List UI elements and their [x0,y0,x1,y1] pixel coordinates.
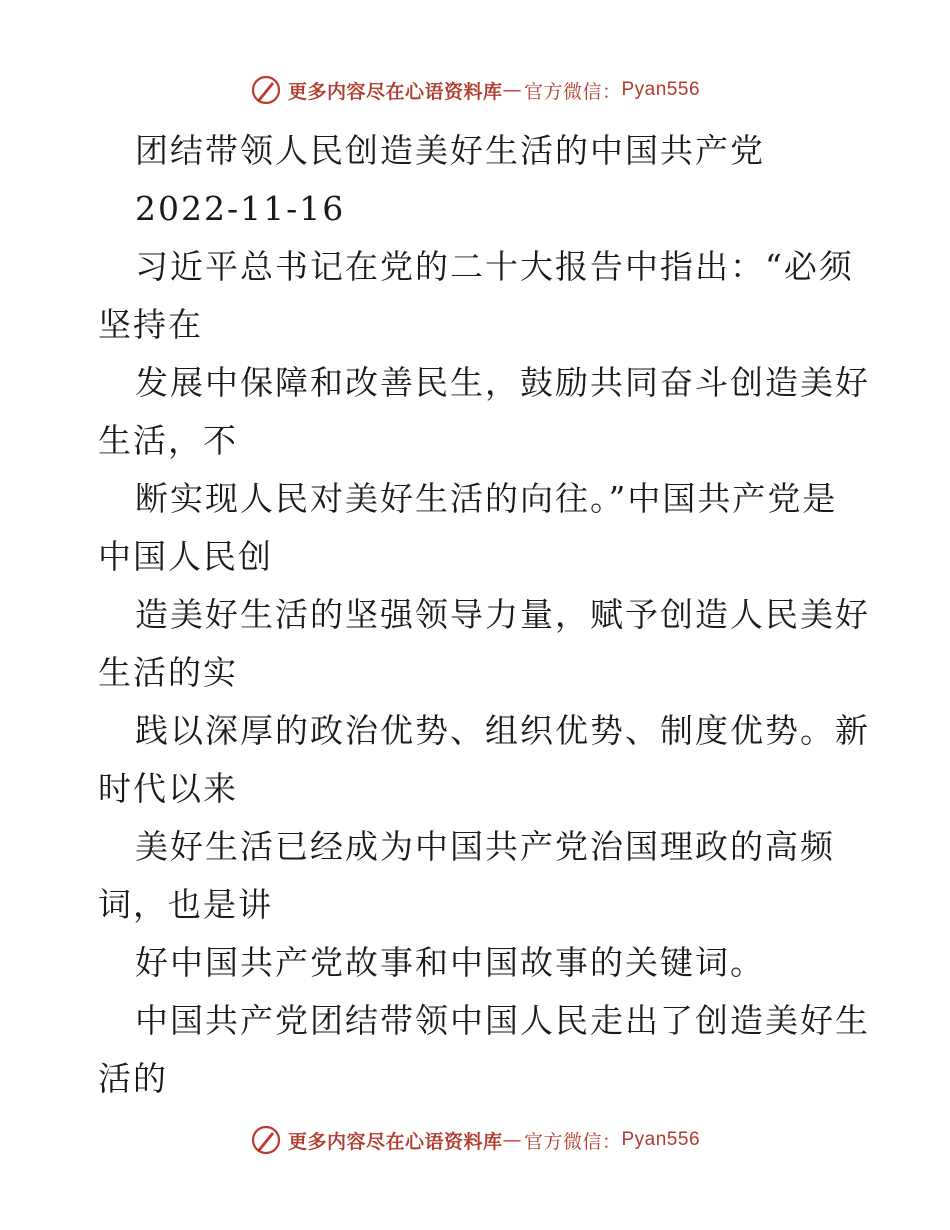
banner-wechat-label: 官方微信： [523,1130,622,1153]
text-line: 习近平总书记在党的二十大报告中指出：“必须 [135,247,854,286]
quill-logo-icon [250,74,282,106]
footer-watermark-banner [0,1120,950,1160]
banner-dash: — [502,79,522,101]
text-line: 中国人民创 [98,537,273,576]
text-line: 发展中保障和改善民生，鼓励共同奋斗创造美好 [135,363,870,402]
document-title: 团结带领人民创造美好生活的中国共产党 [135,131,765,170]
text-line: 坚持在 [98,305,203,344]
text-line: 词，也是讲 [98,885,273,924]
paragraph-lines [98,238,870,1108]
header-watermark-banner [0,70,950,110]
text-line: 生活的实 [98,653,238,692]
text-line: 好中国共产党故事和中国故事的关键词。 [135,943,765,982]
document-date: 2022-11-16 [135,189,346,228]
text-line: 美好生活已经成为中国共产党治国理政的高频 [135,827,835,866]
banner-wechat-label: 官方微信： [523,80,622,103]
text-line: 时代以来 [98,769,238,808]
document-body [98,122,870,1108]
banner-dash: — [502,1129,522,1151]
text-line: 践以深厚的政治优势、组织优势、制度优势。新 [135,711,870,750]
text-line: 中国共产党团结带领中国人民走出了创造美好生 [135,1001,870,1040]
quill-logo-icon [250,1124,282,1156]
text-line: 断实现人民对美好生活的向往。”中国共产党是 [135,479,838,518]
banner-main-text: 更多内容尽在心语资料库 [287,1130,503,1153]
banner-wechat-id: Pyan556 [621,79,701,100]
text-line: 活的 [98,1059,168,1098]
text-line: 生活，不 [98,421,238,460]
banner-main-text: 更多内容尽在心语资料库 [287,80,503,103]
text-line: 造美好生活的坚强领导力量，赋予创造人民美好 [135,595,870,634]
banner-wechat-id: Pyan556 [621,1129,701,1150]
